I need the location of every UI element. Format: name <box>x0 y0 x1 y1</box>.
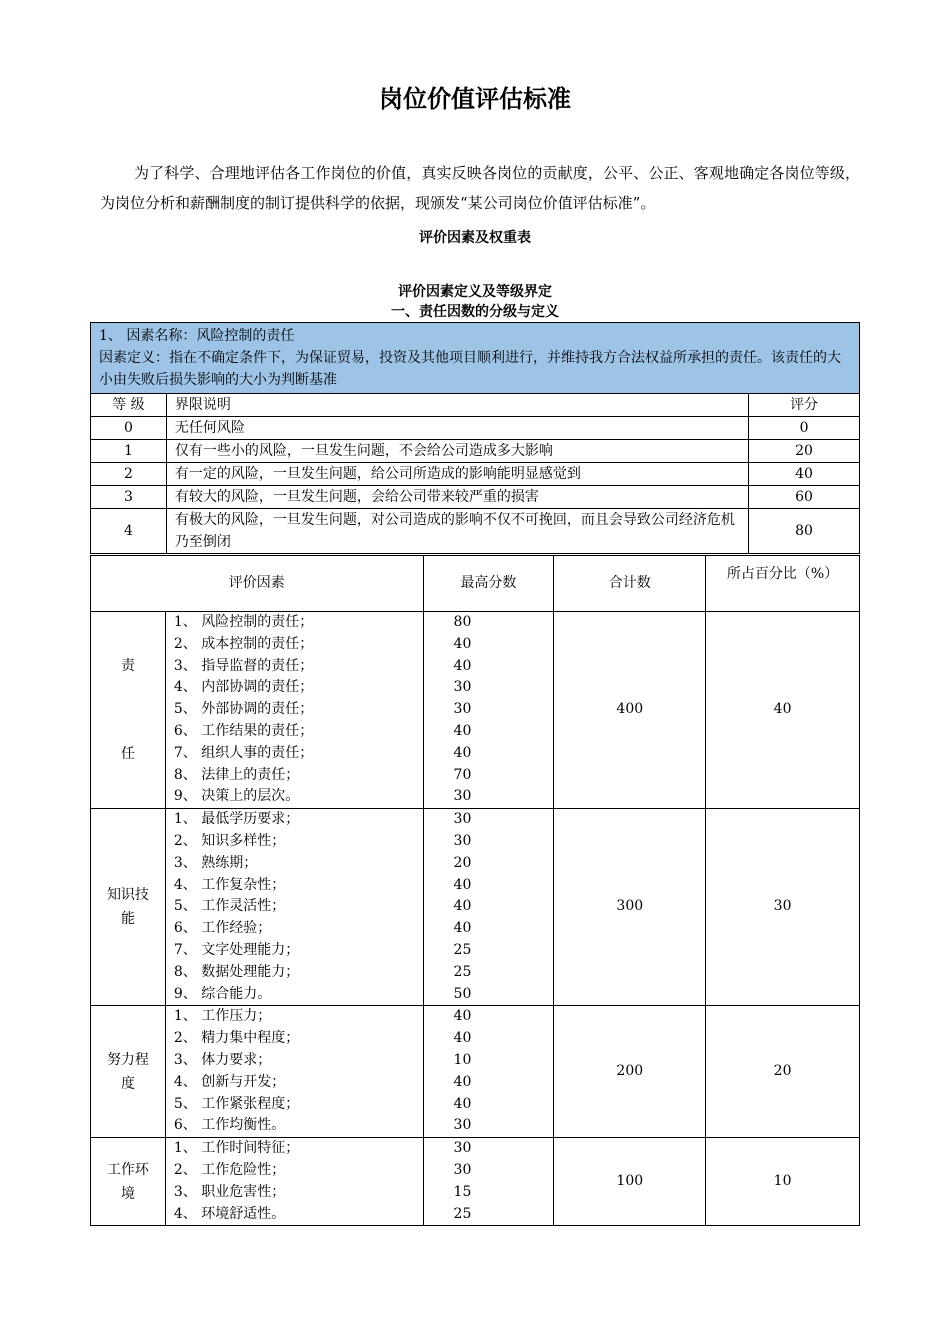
percent-cell: 40 <box>706 612 860 809</box>
max-score: 30 <box>453 788 472 805</box>
category-label: 境 <box>120 1185 135 1202</box>
max-score: 40 <box>453 1095 472 1112</box>
max-scores-cell <box>423 1138 554 1226</box>
list-item: 8、 数据处理能力； <box>173 963 300 980</box>
category-label: 能 <box>120 911 135 928</box>
desc-cell: 无任何风险 <box>166 417 748 440</box>
table-row <box>91 417 860 440</box>
list-item: 6、 工作均衡性。 <box>173 1117 286 1134</box>
max-score: 30 <box>453 1140 472 1157</box>
grade-cell: 4 <box>91 509 167 554</box>
max-score: 30 <box>453 679 472 696</box>
desc-cell: 有较大的风险，一旦发生问题，会给公司带来较严重的损害 <box>166 486 748 509</box>
factor-name: 1、 因素名称：风险控制的责任 <box>99 328 295 344</box>
factor-items-cell <box>165 809 423 1006</box>
grade-cell: 2 <box>91 463 167 486</box>
table-row <box>91 440 860 463</box>
definitions-heading: 评价因素定义及等级界定 <box>398 284 552 300</box>
max-score: 40 <box>453 722 472 739</box>
factor-definition-table <box>90 322 860 554</box>
list-item: 3、 体力要求； <box>173 1051 272 1068</box>
list-item: 1、 最低学历要求； <box>173 811 300 828</box>
max-score: 50 <box>453 985 472 1002</box>
list-item: 4、 创新与开发； <box>173 1073 286 1090</box>
list-item: 2、 知识多样性； <box>173 832 286 849</box>
max-score: 30 <box>453 1117 472 1134</box>
max-scores-cell <box>423 612 554 809</box>
list-item: 2、 成本控制的责任； <box>173 635 314 652</box>
score-cell: 40 <box>749 463 860 486</box>
col-factor-header: 评价因素 <box>91 556 424 612</box>
score-cell: 80 <box>749 509 860 554</box>
category-label: 努力程 <box>106 1051 149 1068</box>
weights-heading: 评价因素及权重表 <box>419 230 531 246</box>
list-item: 3、 指导监督的责任； <box>173 657 314 674</box>
max-score: 30 <box>453 811 472 828</box>
list-item: 6、 工作经验； <box>173 920 272 937</box>
table-row <box>91 509 860 554</box>
total-cell: 100 <box>554 1138 706 1226</box>
total-cell: 200 <box>554 1006 706 1138</box>
max-score: 30 <box>453 1161 472 1178</box>
max-score: 40 <box>453 1073 472 1090</box>
category-row <box>91 809 860 1006</box>
table-row <box>91 486 860 509</box>
percent-cell: 20 <box>706 1006 860 1138</box>
max-score: 15 <box>453 1183 472 1200</box>
grade-cell: 0 <box>91 417 167 440</box>
category-cell <box>91 809 166 1006</box>
max-score: 40 <box>453 1008 472 1025</box>
factor-header-cell <box>91 323 860 394</box>
score-cell: 20 <box>749 440 860 463</box>
col-pct-header: 所占百分比（%） <box>706 556 860 612</box>
list-item: 9、 决策上的层次。 <box>173 788 300 805</box>
max-score: 40 <box>453 920 472 937</box>
list-item: 1、 工作压力； <box>173 1008 272 1025</box>
percent-cell: 30 <box>706 809 860 1006</box>
list-item: 4、 内部协调的责任； <box>173 679 314 696</box>
max-score: 40 <box>453 635 472 652</box>
list-item: 2、 精力集中程度； <box>173 1030 300 1047</box>
col-max-header: 最高分数 <box>423 556 554 612</box>
col-grade-header: 等 级 <box>91 394 167 417</box>
weights-table <box>90 555 860 1226</box>
page-title: 岗位价值评估标准 <box>379 85 571 113</box>
category-label: 责 <box>120 658 135 675</box>
grade-cell: 1 <box>91 440 167 463</box>
category-row <box>91 1006 860 1138</box>
list-item: 2、 工作危险性； <box>173 1161 286 1178</box>
category-cell <box>91 1138 166 1226</box>
category-label: 工作环 <box>106 1161 149 1178</box>
desc-cell: 有极大的风险，一旦发生问题，对公司造成的影响不仅不可挽回，而且会导致公司经济危机乃至倒闭 <box>166 509 748 554</box>
list-item: 3、 职业危害性； <box>173 1183 286 1200</box>
max-scores-cell <box>423 1006 554 1138</box>
desc-cell: 仅有一些小的风险，一旦发生问题，不会给公司造成多大影响 <box>166 440 748 463</box>
percent-cell: 10 <box>706 1138 860 1226</box>
max-score: 40 <box>453 876 472 893</box>
max-score: 10 <box>453 1051 472 1068</box>
max-score: 25 <box>453 963 472 980</box>
max-score: 80 <box>453 614 472 630</box>
list-item: 1、 工作时间特征； <box>173 1140 300 1157</box>
factor-definition: 因素定义：指在不确定条件下，为保证贸易，投资及其他项目顺利进行，并维持我方合法权益所承担的责任。该责任的大小由失败后损失影响的大小为判断基准 <box>99 350 841 388</box>
max-score: 30 <box>453 701 472 718</box>
total-cell: 300 <box>554 809 706 1006</box>
list-item: 5、 工作紧张程度； <box>173 1095 300 1112</box>
list-item: 7、 组织人事的责任； <box>173 744 314 761</box>
list-item: 8、 法律上的责任； <box>173 766 300 783</box>
intro-paragraph: 为了科学、合理地评估各工作岗位的价值，真实反映各岗位的贡献度，公平、公正、客观地确定各岗位等级，为岗位分析和薪酬制度的制订提供科学的依据，现颁发“某公司岗位价值评估标准”。 <box>100 164 860 212</box>
grade-cell: 3 <box>91 486 167 509</box>
list-item: 3、 熟练期； <box>173 854 258 871</box>
factor-items-cell <box>165 612 423 809</box>
category-label: 知识技 <box>106 887 149 904</box>
max-score: 30 <box>453 832 472 849</box>
max-score: 40 <box>453 898 472 915</box>
list-item: 5、 外部协调的责任； <box>173 701 314 718</box>
category-row <box>91 612 860 809</box>
category-cell <box>91 612 166 809</box>
list-item: 4、 工作复杂性； <box>173 876 286 893</box>
col-desc-header: 界限说明 <box>166 394 748 417</box>
max-score: 70 <box>453 766 472 783</box>
list-item: 6、 工作结果的责任； <box>173 722 314 739</box>
max-score: 40 <box>453 744 472 761</box>
total-cell: 400 <box>554 612 706 809</box>
category-label: 任 <box>120 746 135 763</box>
factor-items-cell <box>165 1138 423 1226</box>
max-score: 40 <box>453 1030 472 1047</box>
score-cell: 60 <box>749 486 860 509</box>
max-score: 20 <box>453 854 472 871</box>
max-score: 25 <box>453 941 472 958</box>
factor-items-cell <box>165 1006 423 1138</box>
list-item: 5、 工作灵活性； <box>173 898 286 915</box>
category-label: 度 <box>120 1075 135 1092</box>
desc-cell: 有一定的风险，一旦发生问题，给公司所造成的影响能明显感觉到 <box>166 463 748 486</box>
list-item: 7、 文字处理能力； <box>173 941 300 958</box>
table-row <box>91 463 860 486</box>
list-item: 9、 综合能力。 <box>173 985 272 1002</box>
score-cell: 0 <box>749 417 860 440</box>
section-heading: 一、责任因数的分级与定义 <box>391 304 559 320</box>
category-row <box>91 1138 860 1226</box>
max-score: 25 <box>453 1205 472 1222</box>
max-score: 40 <box>453 657 472 674</box>
col-score-header: 评分 <box>749 394 860 417</box>
max-scores-cell <box>423 809 554 1006</box>
list-item: 4、 环境舒适性。 <box>173 1205 286 1222</box>
list-item: 1、 风险控制的责任； <box>173 614 314 630</box>
category-cell <box>91 1006 166 1138</box>
col-total-header: 合计数 <box>554 556 706 612</box>
